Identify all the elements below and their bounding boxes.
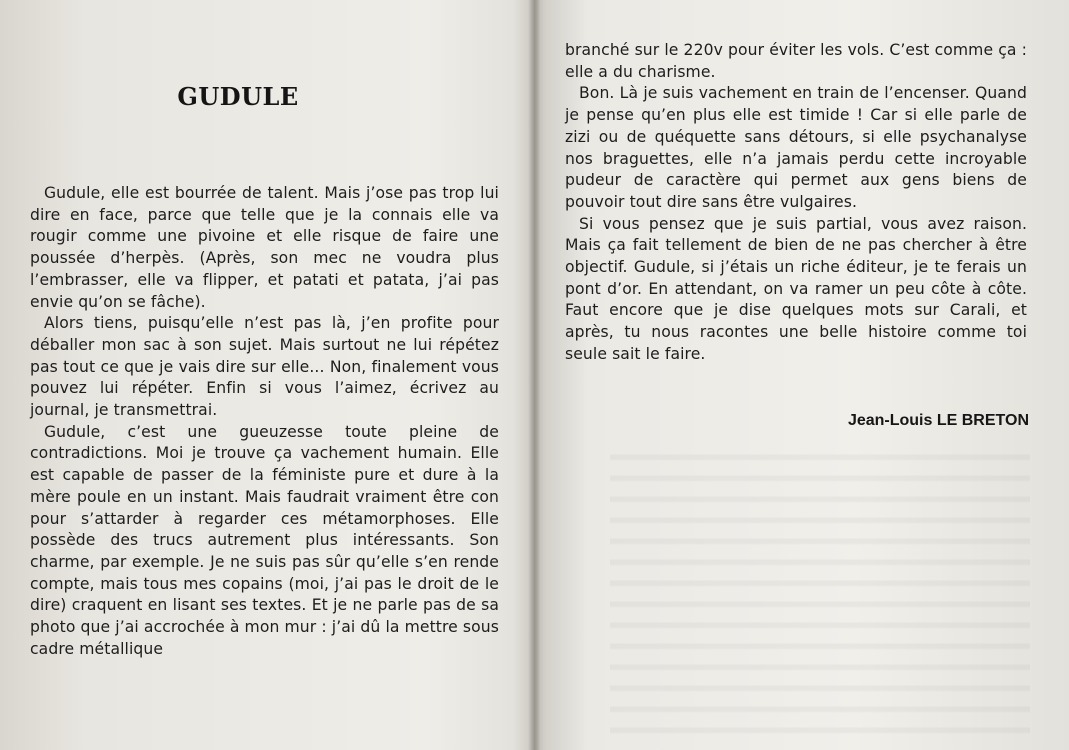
paragraph: Alors tiens, puisqu’elle n’est pas là, j’en profite pour déballer mon sac à son sujet. Mais surtout ne lui répétez pas tout ce que je vais dire sur elle... Non, finalement vous pouvez lui répéter. Enfin si vous l’aimez, écrivez au journal, je transmettrai.: [30, 314, 499, 420]
right-page-text: [565, 40, 1027, 366]
paragraph: Gudule, c’est une gueuzesse toute pleine de contradictions. Moi je trouve ça vachement humain. Elle est capable de passer de la féministe pure et dure à la mère poule en un instant. Mais faudrait vraiment être con pour s’attarder à regarder ces métamorphoses. Elle possède des trucs autrement plus intéressants. Son charme, par exemple. Je ne suis pas sûr qu’elle s’en rende compte, mais tous mes copains (moi, j’ai pas le droit de le dire) craquent en lisant ses textes. Et je ne parle pas de sa photo que j’ai accrochée à mon mur : j’ai dû la mettre sous cadre métallique: [30, 422, 499, 658]
paragraph: Si vous pensez que je suis partial, vous avez raison. Mais ça fait tellement de bien de ne pas chercher à être objectif. Gudule, si j’étais un riche éditeur, je te ferais un pont d’or. En attendant, on va ramer un peu côte à côte. Faut encore que je dise quelques mots sur Carali, et après, tu nous racontes une belle histoire comme toi seule sait le faire.: [565, 214, 1027, 363]
left-page: [0, 0, 530, 750]
author-signature: Jean-Louis LE BRETON: [847, 412, 1029, 429]
paragraph: Gudule, elle est bourrée de talent. Mais j’ose pas trop lui dire en face, parce que telle que je la connais elle va rougir comme une pivoine et elle risque de faire une poussée d’herpès. (Après, son mec ne voudra plus l’embrasser, elle va flipper, et patati et patata, j’ai pas envie qu’on se fâche).: [30, 184, 499, 311]
show-through-texture: [610, 440, 1030, 740]
left-page-text: [30, 183, 499, 660]
paragraph-continued: branché sur le 220v pour éviter les vols. C’est comme ça : elle a du charisme.: [565, 41, 1027, 81]
paragraph: Bon. Là je suis vachement en train de l’encenser. Quand je pense qu’en plus elle est timide ! Car si elle parle de zizi ou de quéquette sans détours, si elle psychanalyse nos braguettes, elle n’a jamais perdu cette incroyable pudeur de caractère qui permet aux gens biens de pouvoir tout dire sans être vulgaires.: [565, 84, 1027, 211]
article-title: GUDULE: [177, 82, 299, 111]
